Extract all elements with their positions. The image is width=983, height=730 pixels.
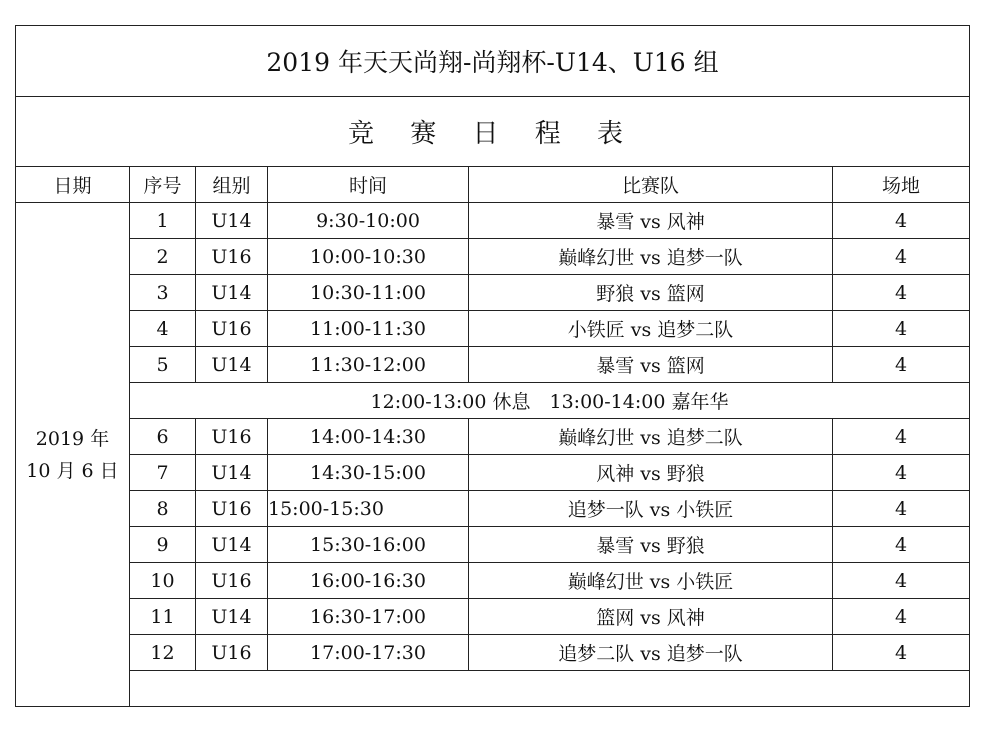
table-row xyxy=(16,635,970,671)
title-row xyxy=(16,26,970,97)
match-teams: 巅峰幻世 vs 小铁匠 xyxy=(469,563,833,599)
match-group: U16 xyxy=(196,491,268,527)
match-venue: 4 xyxy=(833,239,970,275)
header-time: 时间 xyxy=(268,167,469,203)
match-group: U14 xyxy=(196,599,268,635)
break-row xyxy=(16,383,970,419)
blank-row xyxy=(16,671,970,707)
match-number: 5 xyxy=(130,347,196,383)
match-number: 3 xyxy=(130,275,196,311)
match-time: 9:30-10:00 xyxy=(268,203,469,239)
match-venue: 4 xyxy=(833,563,970,599)
match-time: 14:00-14:30 xyxy=(268,419,469,455)
match-number: 11 xyxy=(130,599,196,635)
match-venue: 4 xyxy=(833,275,970,311)
match-number: 9 xyxy=(130,527,196,563)
match-venue: 4 xyxy=(833,347,970,383)
match-time: 10:30-11:00 xyxy=(268,275,469,311)
match-group: U14 xyxy=(196,455,268,491)
table-row xyxy=(16,347,970,383)
match-teams: 暴雪 vs 风神 xyxy=(469,203,833,239)
match-group: U16 xyxy=(196,419,268,455)
match-time: 17:00-17:30 xyxy=(268,635,469,671)
match-time: 15:30-16:00 xyxy=(268,527,469,563)
match-venue: 4 xyxy=(833,527,970,563)
match-number: 1 xyxy=(130,203,196,239)
date-year: 2019 年 xyxy=(35,427,110,450)
match-teams: 巅峰幻世 vs 追梦二队 xyxy=(469,419,833,455)
header-venue: 场地 xyxy=(833,167,970,203)
match-time: 14:30-15:00 xyxy=(268,455,469,491)
table-row xyxy=(16,419,970,455)
break-text: 12:00-13:00 休息 13:00-14:00 嘉年华 xyxy=(130,383,970,419)
match-teams: 暴雪 vs 野狼 xyxy=(469,527,833,563)
document-subtitle: 竞 赛 日 程 表 xyxy=(16,97,970,167)
header-row xyxy=(16,167,970,203)
match-teams: 巅峰幻世 vs 追梦一队 xyxy=(469,239,833,275)
match-number: 6 xyxy=(130,419,196,455)
match-venue: 4 xyxy=(833,311,970,347)
table-row xyxy=(16,311,970,347)
match-teams: 风神 vs 野狼 xyxy=(469,455,833,491)
match-venue: 4 xyxy=(833,599,970,635)
match-teams: 野狼 vs 篮网 xyxy=(469,275,833,311)
match-group: U14 xyxy=(196,275,268,311)
match-teams: 篮网 vs 风神 xyxy=(469,599,833,635)
header-index: 序号 xyxy=(130,167,196,203)
table-row xyxy=(16,239,970,275)
match-time: 16:00-16:30 xyxy=(268,563,469,599)
match-time: 16:30-17:00 xyxy=(268,599,469,635)
match-number: 2 xyxy=(130,239,196,275)
match-number: 7 xyxy=(130,455,196,491)
table-row xyxy=(16,527,970,563)
match-group: U16 xyxy=(196,311,268,347)
table-row xyxy=(16,599,970,635)
document-title: 2019 年天天尚翔-尚翔杯-U14、U16 组 xyxy=(16,26,970,97)
match-teams: 追梦二队 vs 追梦一队 xyxy=(469,635,833,671)
match-teams: 追梦一队 vs 小铁匠 xyxy=(469,491,833,527)
match-venue: 4 xyxy=(833,419,970,455)
match-time: 15:00-15:30 xyxy=(268,491,469,527)
match-teams: 暴雪 vs 篮网 xyxy=(469,347,833,383)
match-group: U16 xyxy=(196,239,268,275)
match-group: U14 xyxy=(196,203,268,239)
match-number: 8 xyxy=(130,491,196,527)
header-date: 日期 xyxy=(16,167,130,203)
match-venue: 4 xyxy=(833,455,970,491)
match-time: 11:30-12:00 xyxy=(268,347,469,383)
table-row xyxy=(16,491,970,527)
date-month-day: 10 月 6 日 xyxy=(26,459,119,482)
table-row xyxy=(16,203,970,239)
match-number: 12 xyxy=(130,635,196,671)
match-venue: 4 xyxy=(833,635,970,671)
table-row xyxy=(16,563,970,599)
match-number: 4 xyxy=(130,311,196,347)
match-number: 10 xyxy=(130,563,196,599)
blank-cell xyxy=(130,671,970,707)
match-group: U14 xyxy=(196,527,268,563)
match-venue: 4 xyxy=(833,491,970,527)
match-group: U16 xyxy=(196,563,268,599)
match-group: U16 xyxy=(196,635,268,671)
match-time: 11:00-11:30 xyxy=(268,311,469,347)
match-teams: 小铁匠 vs 追梦二队 xyxy=(469,311,833,347)
table-row xyxy=(16,275,970,311)
match-time: 10:00-10:30 xyxy=(268,239,469,275)
header-teams: 比赛队 xyxy=(469,167,833,203)
subtitle-row xyxy=(16,97,970,167)
header-group: 组别 xyxy=(196,167,268,203)
match-group: U14 xyxy=(196,347,268,383)
date-cell xyxy=(16,203,130,707)
match-venue: 4 xyxy=(833,203,970,239)
schedule-table xyxy=(15,25,970,707)
table-row xyxy=(16,455,970,491)
